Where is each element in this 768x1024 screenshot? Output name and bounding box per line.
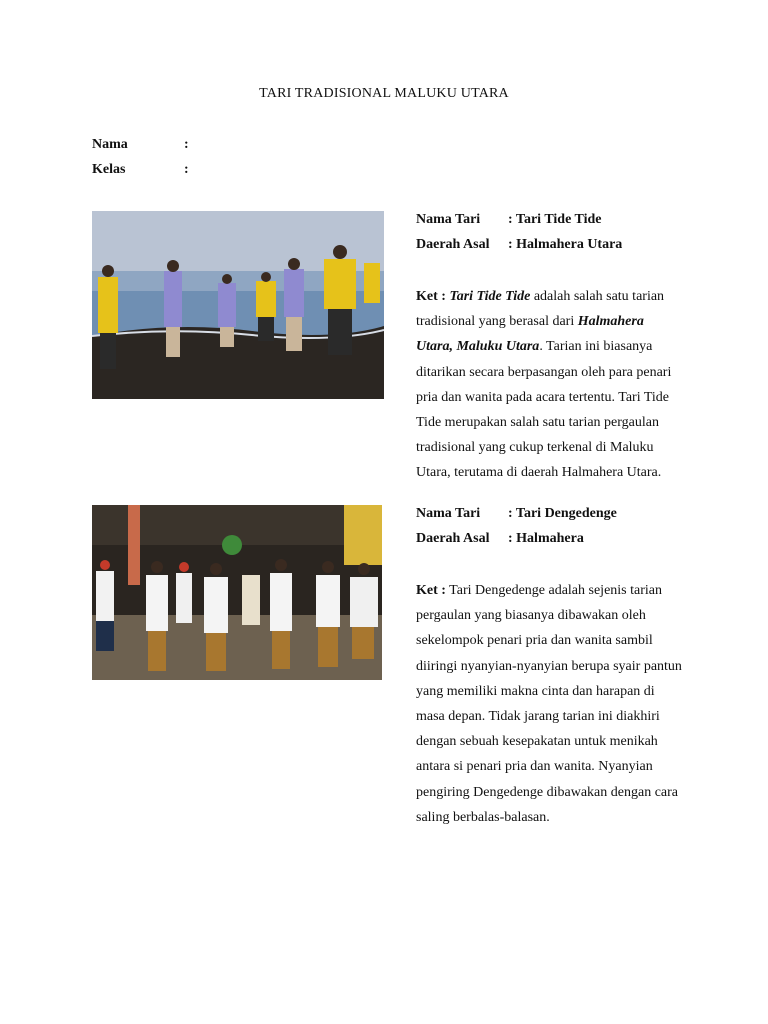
nama-colon: : — [184, 137, 189, 152]
ket-text: Tari Dengedenge adalah sejenis tarian pergaulan yang biasanya dibawakan oleh sekelompok penari pria dan wanita sambil diiringi nyanyian-nyanyian berupa syair pantun yang memiliki makna cinta dan harapan di masa depan. Tidak jarang tarian ini diakhiri dengan sebuah kesepakatan untuk menikah antara si penari pria dan wanita. Nyanyian pengiring Dengedenge dibawakan dengan cara saling berbalas-balasan. — [416, 583, 682, 825]
nama-tari-value: : Tari Tide Tide — [508, 212, 602, 227]
dengedenge-description — [416, 578, 684, 830]
nama-tari-value: : Tari Dengedenge — [508, 506, 617, 521]
kelas-colon: : — [184, 162, 189, 177]
daerah-asal-label: Daerah Asal — [416, 237, 490, 252]
nama-tari-label: Nama Tari — [416, 212, 481, 227]
tide-tide-photo — [92, 211, 384, 399]
nama-label: Nama — [92, 137, 128, 152]
tide-tide-origin-row — [416, 237, 622, 253]
ket-region: Halmahera Utara, Maluku Utara — [416, 314, 644, 355]
ket-label: Ket : — [416, 583, 446, 598]
kelas-label: Kelas — [92, 162, 126, 177]
page-title: TARI TRADISIONAL MALUKU UTARA — [259, 86, 509, 101]
dengedenge-origin-row — [416, 531, 584, 547]
tide-tide-name-row — [416, 212, 602, 228]
dengedenge-name-row — [416, 506, 617, 522]
nama-tari-label: Nama Tari — [416, 506, 481, 521]
ket-emphasis: Tari Tide Tide — [449, 289, 531, 304]
ket-label: Ket : — [416, 289, 446, 304]
ket-text: adalah salah satu tarian tradisional yang berasal dari — [416, 289, 665, 330]
daerah-asal-value: : Halmahera — [508, 531, 584, 546]
tide-tide-description — [416, 284, 684, 486]
daerah-asal-label: Daerah Asal — [416, 531, 490, 546]
ket-text-cont: . Tarian ini biasanya ditarikan secara berpasangan oleh para penari pria dan wanita pada acara tertentu. Tari Tide Tide merupakan salah satu tarian pergaulan tradisional yang cukup terkenal di Maluku Utara, terutama di daerah Halmahera Utara. — [416, 339, 672, 481]
daerah-asal-value: : Halmahera Utara — [508, 237, 623, 252]
dengedenge-photo — [92, 505, 382, 680]
